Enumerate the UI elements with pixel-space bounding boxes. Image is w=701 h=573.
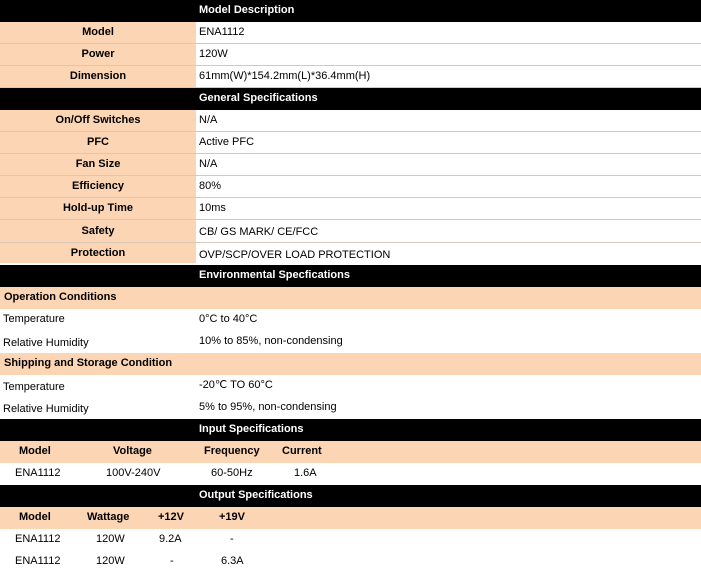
spec-row-power bbox=[0, 44, 701, 66]
table-row bbox=[0, 529, 701, 551]
spec-value: 120W bbox=[199, 48, 228, 60]
table-row bbox=[0, 463, 701, 485]
output-specifications-header bbox=[0, 485, 701, 507]
spec-label: Efficiency bbox=[0, 176, 196, 197]
section-title: Output Specifications bbox=[199, 489, 313, 501]
column-header: Current bbox=[282, 445, 322, 457]
condition-label: Temperature bbox=[3, 381, 65, 393]
column-header: Model bbox=[19, 511, 51, 523]
spec-value: 61mm(W)*154.2mm(L)*36.4mm(H) bbox=[199, 70, 371, 82]
spec-label: Safety bbox=[0, 220, 196, 242]
spec-row-holdup bbox=[0, 198, 701, 220]
column-header: Voltage bbox=[113, 445, 152, 457]
general-specifications-header bbox=[0, 88, 701, 110]
spec-row-onoff bbox=[0, 110, 701, 132]
shipping-temperature-row bbox=[0, 375, 701, 399]
spec-row-efficiency bbox=[0, 176, 701, 198]
column-header: Frequency bbox=[204, 445, 260, 457]
spec-value: 10ms bbox=[199, 202, 226, 214]
spec-label: Protection bbox=[0, 243, 196, 263]
environmental-specifications-header bbox=[0, 265, 701, 287]
condition-value: -20℃ TO 60°C bbox=[199, 379, 273, 391]
table-cell: 60-50Hz bbox=[211, 467, 253, 479]
spec-value: Active PFC bbox=[199, 136, 255, 148]
section-title: Model Description bbox=[199, 4, 295, 16]
spec-label: PFC bbox=[0, 132, 196, 153]
condition-label: Relative Humidity bbox=[3, 403, 89, 415]
section-title: Input Specifications bbox=[199, 423, 304, 435]
column-header: Wattage bbox=[87, 511, 130, 523]
table-cell: - bbox=[170, 555, 174, 567]
spec-label: Fan Size bbox=[0, 154, 196, 175]
condition-label: Relative Humidity bbox=[3, 337, 89, 349]
column-header: Model bbox=[19, 445, 51, 457]
section-title: General Specifications bbox=[199, 92, 318, 104]
table-cell: 100V-240V bbox=[106, 467, 161, 479]
shipping-humidity-row bbox=[0, 399, 701, 421]
table-cell: - bbox=[230, 533, 234, 545]
operation-temperature-row bbox=[0, 309, 701, 331]
spec-label: Power bbox=[0, 44, 196, 65]
condition-label: Temperature bbox=[3, 313, 65, 325]
table-cell: 9.2A bbox=[159, 533, 182, 545]
spec-value: 80% bbox=[199, 180, 222, 192]
spec-value: CB/ GS MARK/ CE/FCC bbox=[199, 226, 319, 238]
subsection-title: Operation Conditions bbox=[4, 291, 117, 303]
spec-label: On/Off Switches bbox=[0, 110, 196, 131]
table-cell: 120W bbox=[96, 555, 125, 567]
operation-conditions-header bbox=[0, 287, 701, 309]
subsection-title: Shipping and Storage Condition bbox=[4, 357, 173, 369]
table-cell: 1.6A bbox=[294, 467, 317, 479]
condition-value: 5% to 95%, non-condensing bbox=[199, 401, 337, 413]
spec-row-model bbox=[0, 22, 701, 44]
model-description-header bbox=[0, 0, 701, 22]
spec-label: Dimension bbox=[0, 66, 196, 87]
operation-humidity-row bbox=[0, 331, 701, 353]
spec-value: ENA1112 bbox=[199, 26, 245, 38]
spec-row-protection bbox=[0, 243, 701, 265]
shipping-storage-header bbox=[0, 353, 701, 375]
spec-value: N/A bbox=[199, 114, 218, 126]
spec-value: N/A bbox=[199, 158, 218, 170]
spec-row-dimension bbox=[0, 66, 701, 88]
table-row bbox=[0, 551, 701, 573]
input-specifications-header bbox=[0, 419, 701, 441]
table-cell: ENA1112 bbox=[15, 533, 61, 545]
column-header: +12V bbox=[158, 511, 184, 523]
spec-row-safety bbox=[0, 220, 701, 243]
column-header: +19V bbox=[219, 511, 245, 523]
spec-label: Model bbox=[0, 22, 196, 43]
table-cell: 6.3A bbox=[221, 555, 244, 567]
table-cell: 120W bbox=[96, 533, 125, 545]
spec-value: OVP/SCP/OVER LOAD PROTECTION bbox=[199, 249, 391, 261]
section-title: Environmental Specfications bbox=[199, 269, 350, 281]
condition-value: 10% to 85%, non-condensing bbox=[199, 335, 343, 347]
output-table-header-row bbox=[0, 507, 701, 529]
condition-value: 0°C to 40°C bbox=[199, 313, 258, 325]
table-cell: ENA1112 bbox=[15, 467, 61, 479]
spec-row-fan-size bbox=[0, 154, 701, 176]
spec-row-pfc bbox=[0, 132, 701, 154]
input-table-header-row bbox=[0, 441, 701, 463]
spec-label: Hold-up Time bbox=[0, 198, 196, 219]
table-cell: ENA1112 bbox=[15, 555, 61, 567]
